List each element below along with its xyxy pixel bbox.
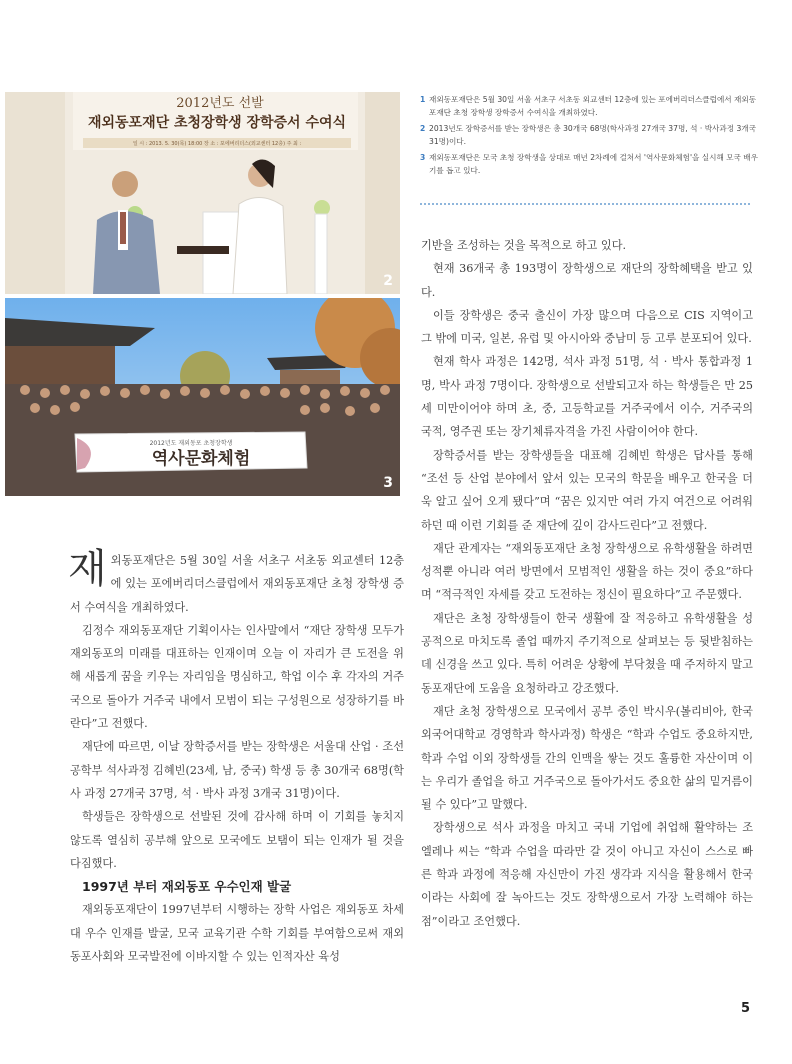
article-right-column (421, 234, 753, 933)
drop-cap: 재 (68, 546, 107, 592)
group-illustration (5, 298, 400, 496)
banner-small: 2012년도 재외동포 초청장학생 (149, 440, 233, 447)
paragraph: 재단은 초청 장학생들이 한국 생활에 잘 적응하고 유학생활을 성공적으로 마치도록 졸업 때까지 주기적으로 살펴보는 등 뒷받침하는데 신경을 쓰고 있다. 특히 어려운 상황에 부닥쳤을 때 주저하지 말고 동포재단에 도움을 요청하라고 강조했다. (421, 611, 753, 695)
paragraph: 장학생으로 석사 과정을 마치고 국내 기업에 취업해 활약하는 조엘레나 씨는 “학과 수업을 따라만 갈 것이 아니고 자신이 스스로 빠른 학과 과정에 적응해 자신만이 가진 생각과 지식을 활용해서 한국이라는 사회에 잘 녹아드는 것도 장학생으로서 가장 노력해야 하는 점”이라고 조언했다. (421, 821, 753, 928)
paragraph: 현재 학사 과정은 142명, 석사 과정 51명, 석 · 박사 통합과정 1명, 박사 과정 7명이다. 장학생으로 선발되고자 하는 학생들은 만 25세 미만이어야 하며 초, 중, 고등학교를 거주국에서 이수, 거주국의 국적, 영주권 또는 장기체류자격을 가진 사람이어야 한다. (421, 355, 753, 439)
caption-text: 2013년도 장학증서를 받는 장학생은 총 30개국 68명(학사과정 27개국 37명, 석 · 박사과정 3개국 31명)이다. (429, 124, 756, 146)
caption-text: 재외동포재단은 모국 초청 장학생을 상대로 매년 2차례에 걸쳐서 '역사문화체험'을 실시해 모국 배우기를 돕고 있다. (429, 153, 758, 175)
caption-text: 재외동포재단은 5월 30일 서울 서초구 서초동 외교센터 12층에 있는 포에버리더스클럽에서 재외동포재단 초청 장학생 장학증서 수여식을 개최하였다. (429, 95, 757, 117)
caption-number: 1 (420, 95, 426, 104)
page-number: 5 (740, 1001, 750, 1016)
paragraph (68, 546, 404, 619)
caption-item (420, 93, 760, 119)
paragraph: 재외동포재단이 1997년부터 시행하는 장학 사업은 재외동포 차세대 우수 인재를 발굴, 모국 교육기관 수학 기회를 부여함으로써 재외동포사회와 모국발전에 이바지할 수 있는 인적자산 육성 (70, 903, 404, 964)
group-photo (5, 298, 400, 496)
photo-number: 3 (383, 475, 393, 491)
paragraph-text: 외동포재단은 5월 30일 서울 서초구 서초동 외교센터 12층에 있는 포에버리더스클럽에서 재외동포재단 초청 장학생 증서 수여식을 개최하였다. (70, 554, 404, 614)
paragraph: 학생들은 장학생으로 선발된 것에 감사해 하며 이 기회를 놓치지 않도록 열심히 공부해 앞으로 모국에도 보탬이 되는 인재가 될 것을 다짐했다. (70, 810, 404, 870)
article-left-column (68, 546, 404, 968)
caption-item (420, 151, 760, 177)
paragraph: 재단 초청 장학생으로 모국에서 공부 중인 박시우(볼리비아, 한국외국어대학교 경영학과 학사과정) 학생은 “학과 수업도 중요하지만, 학과 수업 이외 장학생들 간의 인맥을 쌓는 것도 훌륭한 자산이며 이는 우리가 졸업을 하고 거주국으로 돌아가서도 중요한 삶의 밑거름이 될 수 있다”고 말했다. (421, 704, 753, 812)
photo-number: 2 (383, 273, 393, 289)
dotted-divider (420, 203, 750, 205)
ceremony-photo (5, 92, 400, 294)
paragraph: 이들 장학생은 중국 출신이 가장 많으며 다음으로 CIS 지역이고 그 밖에 미국, 일본, 유럽 및 아시아와 중남미 등 고루 분포되어 있다. (421, 308, 753, 346)
banner-small: 일 시 : 2013. 5. 30(목) 18:00 장 소 : 포에버리더스(외교센터 12층) 주 최 : (132, 141, 302, 147)
banner-main: 역사문화체험 (151, 449, 251, 469)
paragraph: 현재 36개국 총 193명이 장학생으로 재단의 장학혜택을 받고 있다. (421, 262, 753, 299)
banner-line2: 재외동포재단 초청장학생 장학증서 수여식 (87, 115, 347, 131)
section-heading: 1997년 부터 재외동포 우수인재 발굴 (82, 879, 292, 895)
caption-number: 2 (420, 124, 426, 133)
paragraph: 재단 관계자는 “재외동포재단 초청 장학생으로 유학생활을 하려면 성적뿐 아니라 여러 방면에서 모범적인 생활을 하는 것이 중요”하다며 “적극적인 자세를 갖고 도전하는 정신이 필요하다”고 주문했다. (421, 541, 753, 602)
ceremony-illustration (5, 92, 400, 294)
photo-captions (420, 93, 760, 180)
caption-number: 3 (420, 153, 426, 162)
paragraph: 김정수 재외동포재단 기획이사는 인사말에서 “재단 장학생 모두가 재외동포의 미래를 대표하는 인재이며 오늘 이 자리가 큰 도전을 위해 새롭게 꿈을 키우는 자리임을 명심하고, 학업 이수 후 각자의 거주국으로 돌아가 거주국 내에서 모범이 되는 구성원으로 성장하기를 바란다”고 전했다. (70, 623, 404, 731)
paragraph: 재단에 따르면, 이날 장학증서를 받는 장학생은 서울대 산업 · 조선공학부 석사과정 김혜빈(23세, 남, 중국) 학생 등 총 30개국 68명(학사 과정 27개국 37명, 석 · 박사 과정 3개국 31명)이다. (70, 740, 404, 800)
paragraph: 장학증서를 받는 장학생들을 대표해 김혜빈 학생은 답사를 통해 “조선 등 산업 분야에서 앞서 있는 모국의 학문을 배우고 한국을 더욱 알고 싶어 오게 됐다”며 “꿈은 있지만 여러 가지 여건으로 어려워하던 때 이런 기회를 준 재단에 깊이 감사드린다”고 전했다. (421, 448, 753, 532)
caption-item (420, 122, 760, 148)
paragraph: 기반을 조성하는 것을 목적으로 하고 있다. (421, 239, 627, 252)
banner-line1: 2012년도 선발 (176, 96, 264, 111)
